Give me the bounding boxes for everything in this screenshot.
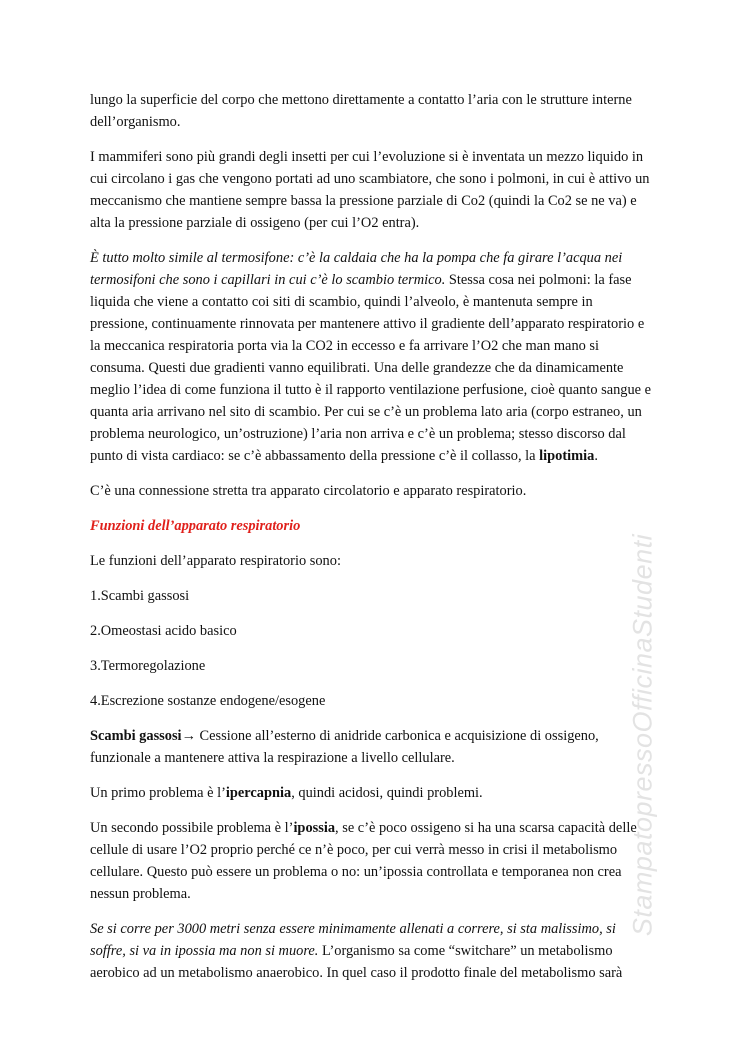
paragraph-hypercapnia	[90, 782, 654, 804]
thermosiphon-italic-text: È tutto molto simile al termosifone: c’è la caldaia che ha la pompa che fa girare l’acqua nei termosifoni che sono i capillari in cui c’è lo scambio termico.	[90, 250, 623, 288]
paragraph-gas-exchange	[90, 725, 654, 769]
list-item-2: 2.Omeostasi acido basico	[90, 623, 237, 639]
paragraph-functions-intro: Le funzioni dell’apparato respiratorio sono:	[90, 553, 341, 569]
running-example-italic: Se si corre per 3000 metri senza essere minimamente allenati a correre, si sta malissimo, si soffre, si va in ipossia ma non si muore.	[90, 921, 616, 959]
watermark-text: StampatopressoOfficinaStudenti	[627, 533, 658, 937]
paragraph-mammals: I mammiferi sono più grandi degli insetti per cui l’evoluzione si è inventata un mezzo liquido in cui circolano i gas che vengono portati ad uno scambiatore, che sono i polmoni, in cui è attivo un meccanismo che mantiene sempre bassa la pressione parziale di Co2 (quindi la Co2 se ne va) e alta la pressione parziale di ossigeno (per cui l’O2 entra).	[90, 149, 650, 231]
hypercapnia-term: ipercapnia	[225, 785, 292, 801]
gas-exchange-term: Scambi gassosi	[90, 728, 182, 744]
running-example-body: L’organismo sa come “switchare” un metabolismo aerobico ad un metabolismo anaerobico. In quel caso il prodotto finale del metabolismo sarà	[90, 943, 623, 981]
document-page	[90, 89, 654, 997]
right-arrow-icon: →	[181, 728, 196, 744]
gas-exchange-definition: Cessione all’esterno di anidride carbonica e acquisizione di ossigeno, funzionale a mantenere attiva la respirazione a livello cellulare.	[90, 728, 599, 766]
hypoxia-term: ipossia	[293, 820, 336, 836]
paragraph-hypoxia	[90, 817, 654, 905]
paragraph-running-example	[90, 918, 654, 984]
list-item-3: 3.Termoregolazione	[90, 658, 206, 674]
paragraph-intro-continuation: lungo la superficie del corpo che mettono direttamente a contatto l’aria con le strutture interne dell’organismo.	[90, 92, 632, 130]
section-heading: Funzioni dell’apparato respiratorio	[90, 518, 301, 534]
hypercapnia-prefix: Un primo problema è l’	[90, 785, 226, 801]
thermosiphon-body-text: Stessa cosa nei polmoni: la fase liquida che viene a contatto coi siti di scambio, quindi l’alveolo, è mantenuta sempre in pressione, continuamente rinnovata per mantenere attivo il gradiente dell’apparato respiratorio e la meccanica respiratoria porta via la CO2 in eccesso e fa arrivare l’O2 che man mano si consuma. Questi due gradienti vanno equilibrati. Una delle grandezze che da dinamicamente meglio l’idea di come funziona il tutto è il rapporto ventilazione perfusione, cioè quanto sangue e quanta aria arrivano nel sito di scambio. Per cui se c’è un problema lato aria (corpo estraneo, un problema neurologico, un’ostruzione) l’aria non arriva e c’è un problema; stesso discorso dal punto di vista cardiaco: se c’è abbassamento della pressione c’è il collasso, la	[90, 272, 652, 464]
thermosiphon-end: .	[594, 448, 598, 464]
lipotimia-term: lipotimia	[539, 448, 595, 464]
watermark	[623, 533, 663, 937]
list-item-1: 1.Scambi gassosi	[90, 588, 190, 604]
paragraph-thermosiphon	[90, 247, 654, 467]
paragraph-connection: C’è una connessione stretta tra apparato circolatorio e apparato respiratorio.	[90, 483, 527, 499]
hypoxia-prefix: Un secondo possibile problema è l’	[90, 820, 294, 836]
list-item-4: 4.Escrezione sostanze endogene/esogene	[90, 693, 326, 709]
hypercapnia-suffix: , quindi acidosi, quindi problemi.	[291, 785, 483, 801]
hypoxia-suffix: , se c’è poco ossigeno si ha una scarsa capacità delle cellule di usare l’O2 proprio perché ce n’è poco, per cui verrà messo in crisi il metabolismo cellulare. Questo può essere un problema o no: un’ipossia controllata e temporanea non crea nessun problema.	[90, 820, 637, 902]
